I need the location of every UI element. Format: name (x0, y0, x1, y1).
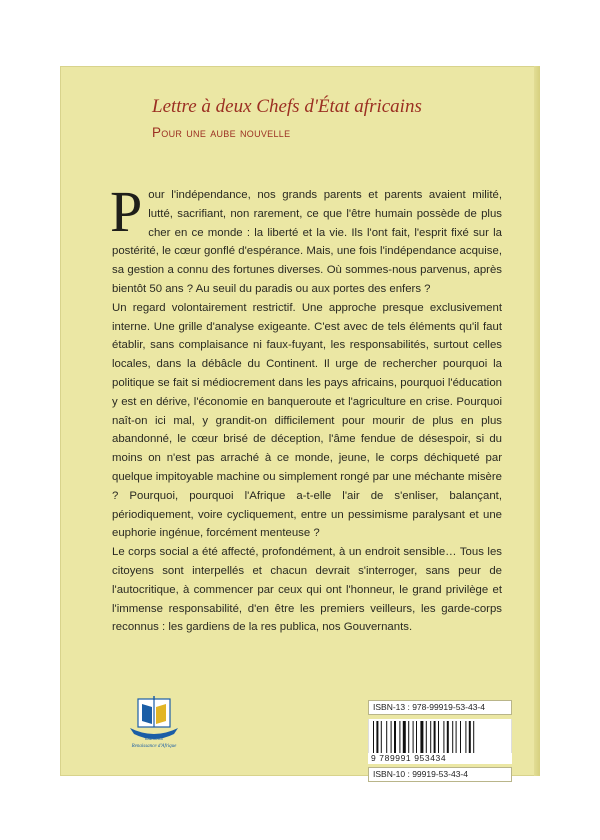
cover-edge (534, 66, 540, 776)
blurb-paragraph-1 (110, 179, 502, 299)
book-subtitle: Pour une aube nouvelle (152, 125, 291, 140)
drop-cap: P (110, 179, 143, 244)
isbn-13-label: ISBN-13 : 978-99919-53-43-4 (368, 700, 512, 715)
book-icon (138, 696, 170, 727)
blurb-paragraph-1-text: our l'indépendance, nos grands parents et parents avaient milité, lutté, sacrifiant, non rarement, ce que l'être humain possède de plus cher en ce monde : la liberté et la vie. Ils l'ont fait, l'esprit fixé sur la postérité, le cœur gonflé d'espérance. Mais, une fois l'indépendance acquise, sa gestion a connu des fortunes diverses. Où sommes-nous parvenus, après bientôt 50 ans ? Au seuil du paradis ou aux portes des enfers ? (112, 189, 502, 295)
barcode-block (368, 700, 512, 782)
publisher-line-2: Renaissance d'Afrique (131, 744, 177, 749)
barcode-digits: 9 789991 953434 (368, 753, 512, 764)
publisher-line-1: Éditions (145, 736, 163, 742)
isbn-10-label: ISBN-10 : 99919-53-43-4 (368, 767, 512, 782)
book-title: Lettre à deux Chefs d'État africains (152, 96, 422, 117)
book-back-cover (60, 66, 540, 779)
publisher-logo (124, 696, 184, 752)
blurb-paragraph-3: Le corps social a été affecté, profondément, à un endroit sensible… Tous les citoyens sont interpellés et chacun devrait s'interroger, sans peur de l'autocritique, à commencer par ceux qui ont l'honneur, le grand privilège et l'immense responsabilité, d'en être les premiers veilleurs, les garde-corps reconnus : les gardiens de la res publica, nos Gouvernants. (112, 546, 502, 634)
blurb-text (110, 179, 502, 637)
blurb-paragraph-2: Un regard volontairement restrictif. Une approche presque exclusivement interne. Une grille d'analyse exigeante. C'est avec de tels éléments qu'il faut établir, sans complaisance ni faux-fuyant, les responsabilités, surtout celles locales, dans la débâcle du Continent. Il urge de rechercher pourquoi la politique se fait si médiocrement dans les pays africains, pourquoi l'éducation y est en dérive, l'économie en banqueroute et l'agriculture en crise. Pourquoi naît-on ici mal, y grandit-on difficilement pour mourir de plus en plus abandonné, le cœur brisé de déception, l'âme fendue de désespoir, si du moins on n'est pas arraché à ce monde, jeune, le corps déchiqueté par quelque impitoyable machine ou simplement rongé par une méchante misère ? Pourquoi, pourquoi l'Afrique a-t-elle l'air de s'enliser, balançant, périodiquement, voire cycliquement, entre un pessimisme paralysant et une euphorie ingénue, forcément menteuse ? (112, 301, 502, 540)
barcode-icon (369, 719, 511, 753)
barcode-bars (368, 719, 512, 753)
